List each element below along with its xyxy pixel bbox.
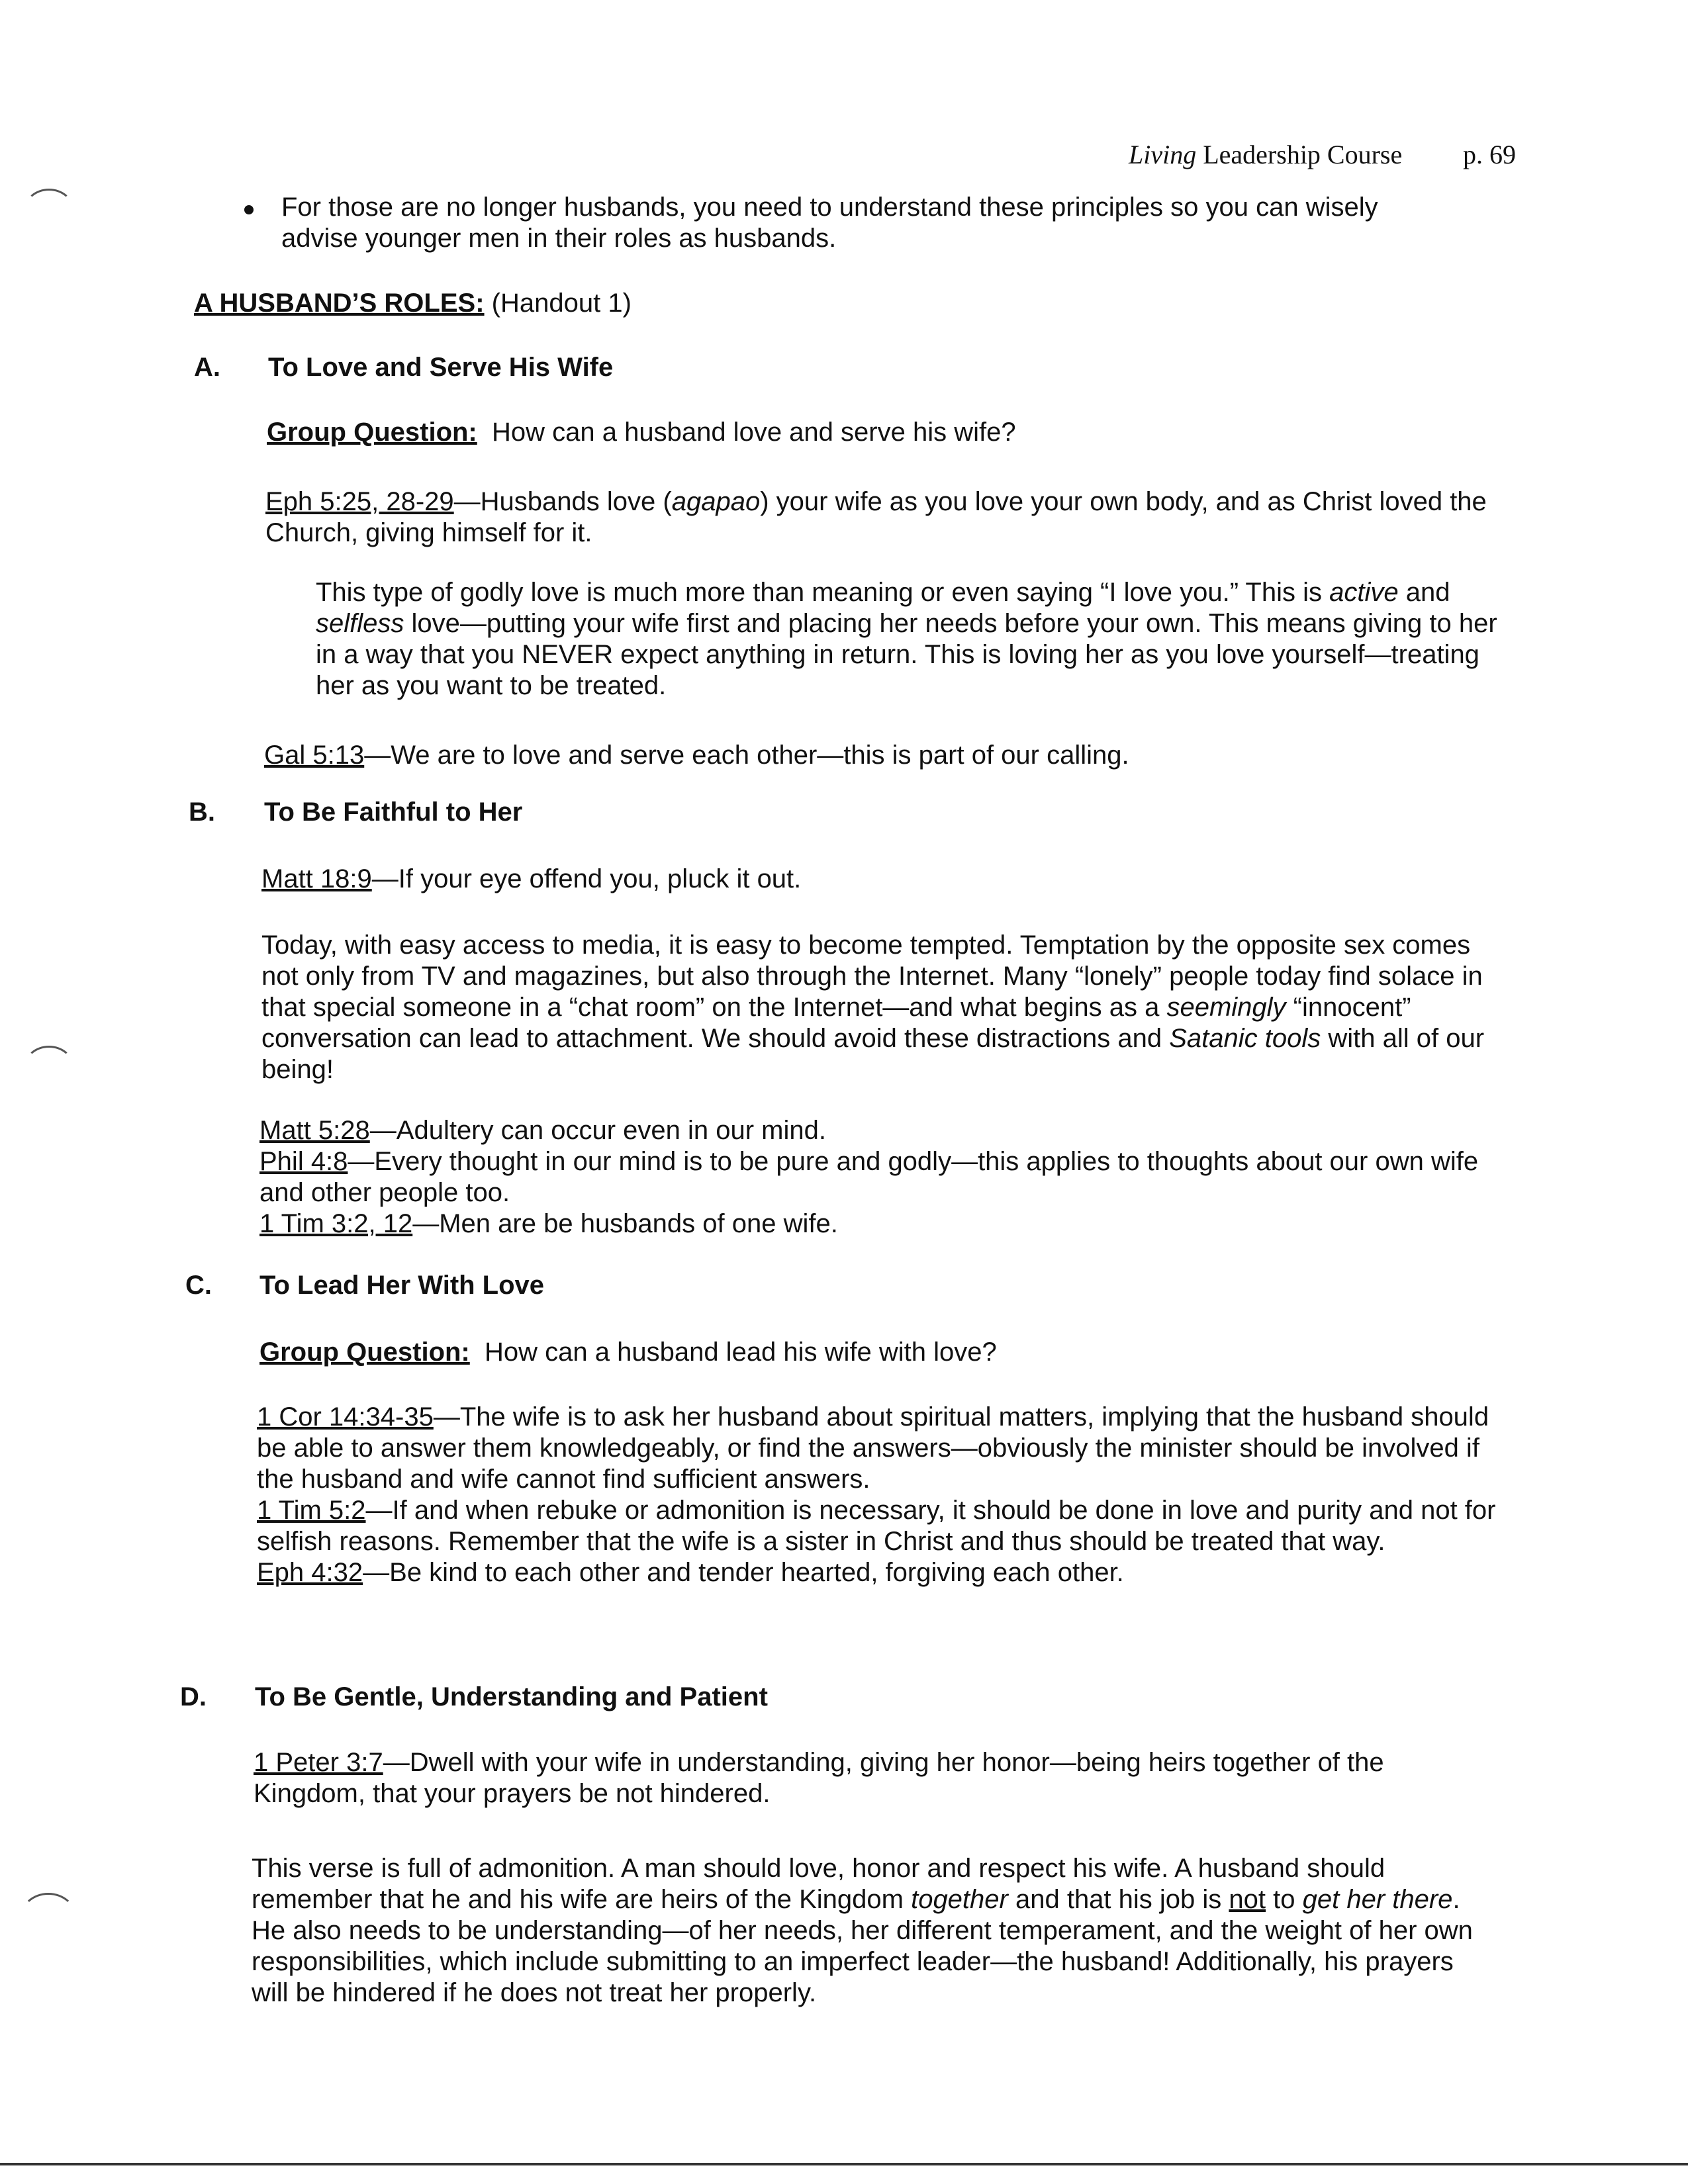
scan-edge-line: [0, 2163, 1688, 2165]
godly-love-block: [316, 577, 1501, 702]
group-question-text: How can a husband love and serve his wife?: [477, 418, 1016, 447]
scripture-ref: 1 Cor 14:34-35: [257, 1402, 434, 1432]
section-b-letter: B.: [189, 797, 215, 827]
temptation-paragraph: [261, 930, 1506, 1085]
text-span: This verse is full of admonition. A man should love, honor and respect his wife. A husband should remember that he and his wife are heirs of the Kingdom: [252, 1854, 1385, 1914]
scripture-ref: Matt 18:9: [261, 864, 372, 893]
text-span: with all of our being!: [261, 1024, 1485, 1084]
italic-span: Satanic tools: [1169, 1024, 1321, 1053]
matt-18-9-paragraph: [261, 864, 801, 895]
tim-5-2-line: [257, 1495, 1501, 1557]
section-d-title: To Be Gentle, Understanding and Patient: [255, 1682, 768, 1711]
page-number: p. 69: [1463, 140, 1516, 169]
text-span: —The wife is to ask her husband about spiritual matters, implying that the husband should be able to answer them knowledgeably, or find the answers—obviously the minister should be involved if the husband and wife cannot find sufficient answers.: [257, 1402, 1489, 1494]
peter-3-7-paragraph: [254, 1747, 1465, 1809]
adultery-references: [259, 1115, 1504, 1240]
text-span: love—putting your wife first and placing her needs before your own. This means giving to her in a way that you NEVER expect anything in return. This is loving her as you love yourself—treating her as you want to be treated.: [316, 609, 1497, 700]
cor-14-34-line: [257, 1402, 1501, 1495]
section-a-title: To Love and Serve His Wife: [268, 353, 614, 382]
underline-span: not: [1229, 1885, 1266, 1914]
text-span: —Be kind to each other and tender hearted, forgiving each other.: [363, 1558, 1124, 1587]
section-c-letter: C.: [185, 1271, 212, 1300]
group-question-text: How can a husband lead his wife with love?: [469, 1338, 997, 1367]
text-span: Today, with easy access to media, it is easy to become tempted. Temptation by the opposite sex comes not only from TV and magazines, but also through the Internet. Many “lonely” people today find solace in that special someone in a “chat room” on the Internet—and what begins as a: [261, 931, 1483, 1022]
italic-span: agapao: [671, 487, 761, 516]
group-question-label: Group Question:: [267, 418, 477, 447]
italic-span: get her there: [1302, 1885, 1453, 1914]
text-span: to: [1266, 1885, 1303, 1914]
scripture-ref: Gal 5:13: [264, 741, 365, 770]
text-span: ) your wife as you love your own body, and as Christ loved the Church, giving himself for it.: [265, 487, 1487, 547]
scripture-ref: 1 Tim 3:2, 12: [259, 1209, 413, 1238]
scripture-ref: Phil 4:8: [259, 1147, 348, 1176]
eph-4-32-line: [257, 1557, 1501, 1588]
bullet-dot: [244, 205, 254, 214]
italic-span: active: [1329, 578, 1399, 607]
binder-hole-mark: [24, 189, 74, 232]
italic-span: seemingly: [1166, 993, 1286, 1022]
text-span: —We are to love and serve each other—this is part of our calling.: [364, 741, 1129, 770]
text-span: —Dwell with your wife in understanding, giving her honor—being heirs together of the Kingdom, that your prayers be not hindered.: [254, 1748, 1384, 1808]
text-span: . He also needs to be understanding—of her needs, her different temperament, and the weight of her own responsibilities, which include submitting to an imperfect leader—the husband! Additionally, his prayers will be hindered if he does not treat her properly.: [252, 1885, 1473, 2007]
text-span: —If your eye offend you, pluck it out.: [371, 864, 802, 893]
text-span: —Every thought in our mind is to be pure and godly—this applies to thoughts about our own wife and other people too.: [259, 1147, 1479, 1207]
section-a-group-question: [267, 417, 1016, 448]
phil-4-8-line: [259, 1146, 1504, 1208]
text-span: —If and when rebuke or admonition is necessary, it should be done in love and purity and not for selfish reasons. Remember that the wife is a sister in Christ and thus should be treated that way.: [257, 1496, 1496, 1556]
roles-heading-label: A HUSBAND’S ROLES:: [194, 289, 485, 318]
scripture-ref: 1 Peter 3:7: [254, 1748, 383, 1777]
tim-3-2-line: [259, 1208, 1504, 1240]
scripture-ref: Eph 4:32: [257, 1558, 363, 1587]
gal-5-13-paragraph: [264, 740, 1129, 771]
text-span: This type of godly love is much more than meaning or even saying “I love you.” This is: [316, 578, 1330, 607]
binder-hole-mark: [24, 1046, 74, 1089]
scripture-ref: 1 Tim 5:2: [257, 1496, 366, 1525]
course-name-italic: Living: [1129, 140, 1197, 169]
text-span: “innocent” conversation can lead to attachment. We should avoid these distractions and: [261, 993, 1411, 1053]
roles-heading-note: (Handout 1): [484, 289, 632, 318]
section-c-title: To Lead Her With Love: [259, 1271, 545, 1300]
roles-heading: [194, 288, 632, 319]
binder-hole-mark: [20, 1893, 77, 1943]
section-d-letter: D.: [180, 1682, 207, 1711]
italic-span: selfless: [316, 609, 404, 638]
text-span: —Adultery can occur even in our mind.: [369, 1116, 826, 1145]
text-span: —Men are be husbands of one wife.: [412, 1209, 838, 1238]
section-c-group-question: [259, 1337, 997, 1368]
scripture-ref: Matt 5:28: [259, 1116, 370, 1145]
matt-5-28-line: [259, 1115, 1504, 1146]
course-name: Leadership Course: [1196, 140, 1403, 169]
section-b-title: To Be Faithful to Her: [264, 797, 523, 827]
admonition-paragraph: [252, 1853, 1496, 2009]
text-span: and: [1398, 578, 1450, 607]
section-a-letter: A.: [194, 353, 220, 382]
text-span: and that his job is: [1008, 1885, 1229, 1914]
leadership-references: [257, 1402, 1501, 1588]
eph-5-25-paragraph: [265, 486, 1523, 549]
text-span: —Husbands love (: [453, 487, 672, 516]
intro-bullet-text: For those are no longer husbands, you need to understand these principles so you can wisely advise younger men in their roles as husbands.: [281, 193, 1378, 253]
group-question-label: Group Question:: [259, 1338, 470, 1367]
italic-span: together: [911, 1885, 1008, 1914]
running-header: [1129, 139, 1402, 170]
scripture-ref: Eph 5:25, 28-29: [265, 487, 454, 516]
